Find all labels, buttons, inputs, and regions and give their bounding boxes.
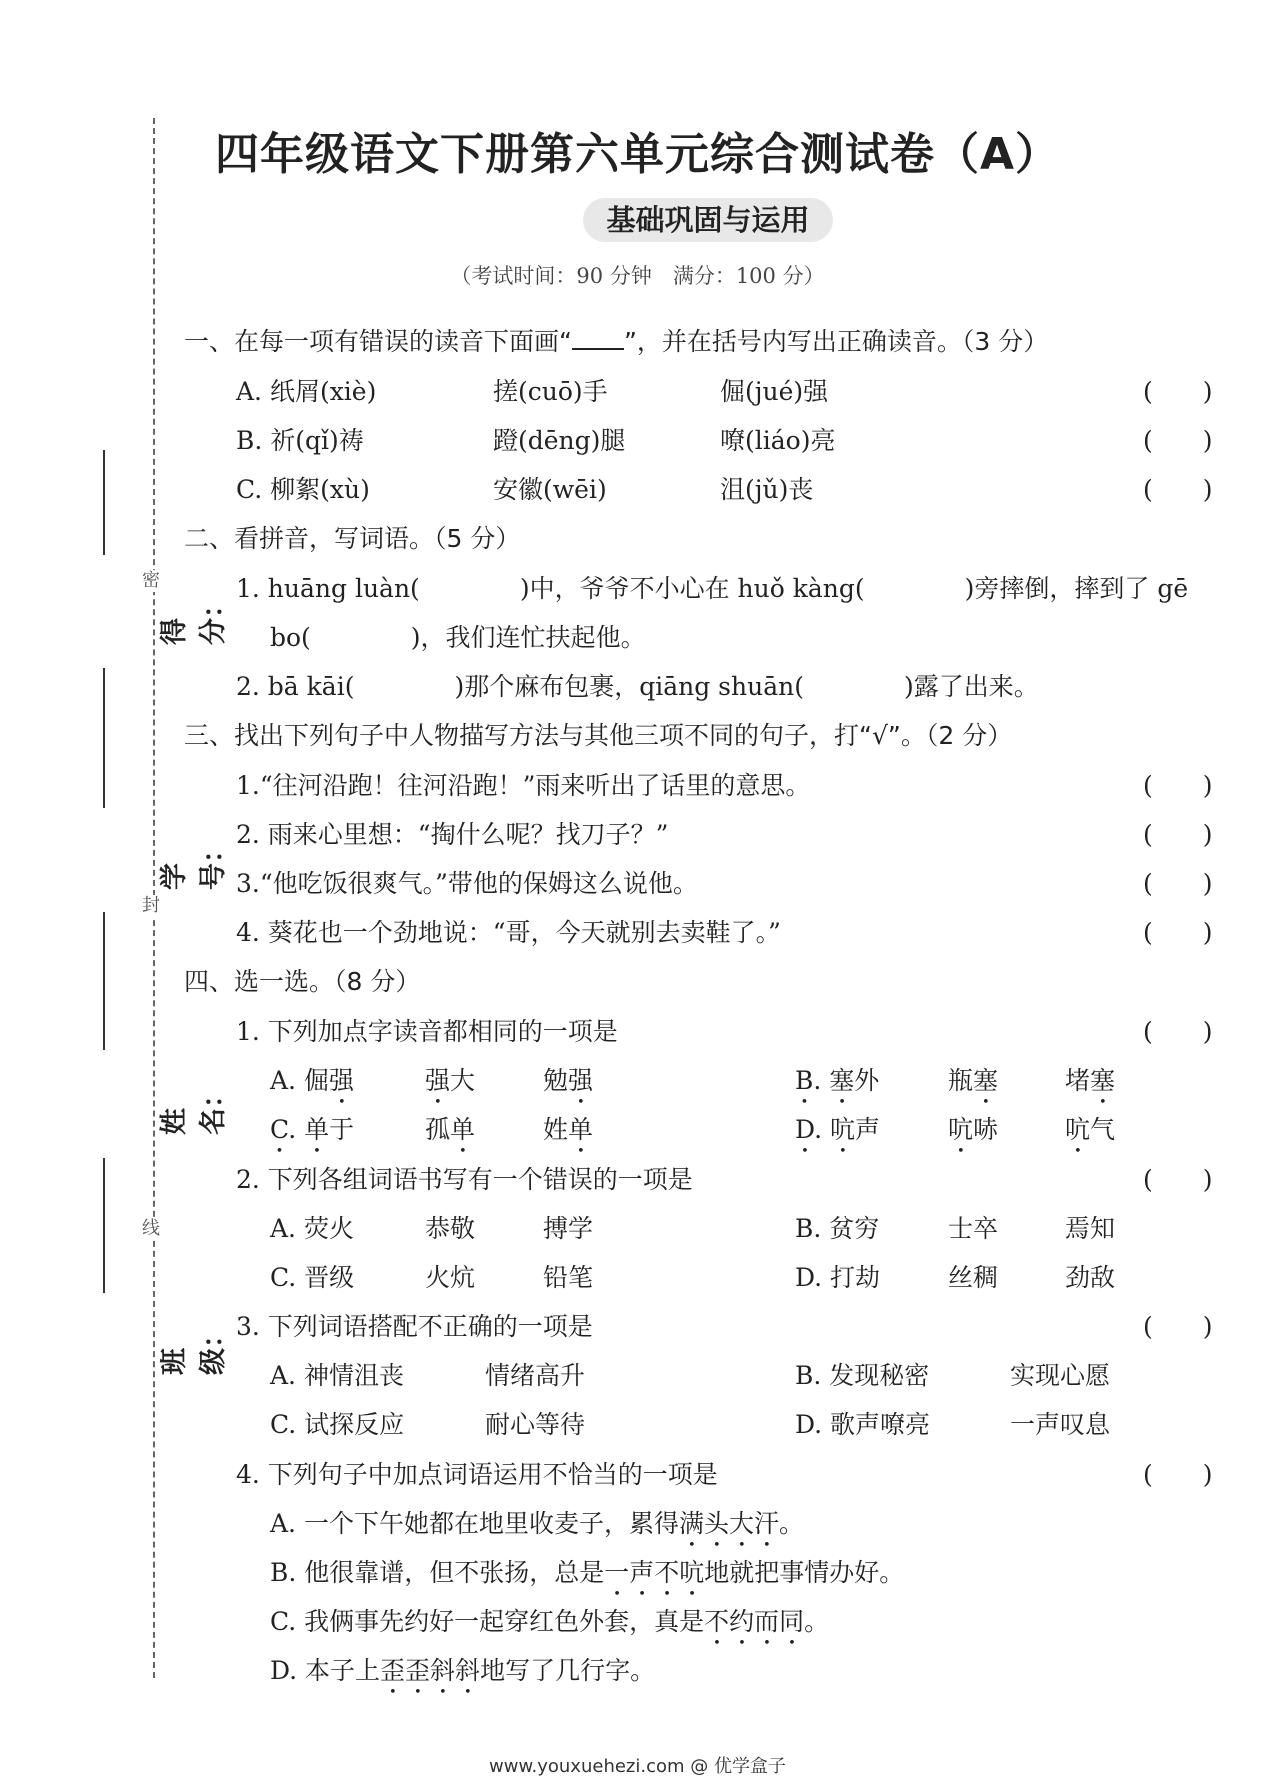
section-2-title: 二、看拼音，写词语。（5 分） xyxy=(184,524,521,553)
s4-q3-b2: 实现心愿 xyxy=(1010,1361,1111,1390)
s4-q1-c1: C. 单于 xyxy=(270,1115,355,1144)
s4-q2-a2: 恭敬 xyxy=(425,1214,476,1243)
s4-q3-a2: 情绪高升 xyxy=(485,1361,586,1390)
s4-q1-c3: 姓单 xyxy=(543,1115,594,1144)
s1-c-word2: 安徽(wēi) xyxy=(493,475,607,504)
s1-c-word3: 沮(jǔ)丧 xyxy=(720,475,814,504)
s3-item-3: 3.“他吃饭很爽气。”带他的保姆这么说他。 xyxy=(236,869,698,898)
footer-watermark: www.youxuehezi.com @ 优学盒子 xyxy=(489,1756,786,1777)
s4-q3-c2: 耐心等待 xyxy=(485,1410,586,1439)
s4-q2-a1: A. 荧火 xyxy=(270,1214,354,1243)
s4-q1-b2: 瓶塞 xyxy=(948,1066,999,1095)
section-badge: 基础巩固与运用 xyxy=(583,198,833,242)
underline-sample xyxy=(572,328,624,350)
s4-q1-d3: 吭气 xyxy=(1065,1115,1116,1144)
s4-q3-a1: A. 神情沮丧 xyxy=(270,1361,404,1390)
exam-info: （考试时间：90 分钟 满分：100 分） xyxy=(450,264,825,288)
s4-q3-b1: B. 发现秘密 xyxy=(795,1361,930,1390)
answer-paren[interactable]: ( ) xyxy=(1143,918,1213,947)
s1-b-word2: 蹬(dēng)腿 xyxy=(493,426,626,455)
s4-q4-a: A. 一个下午她都在地里收麦子，累得满头大汗。 xyxy=(270,1509,804,1538)
s4-q1-c2: 孤单 xyxy=(425,1115,476,1144)
s4-q1-d1: D. 吭声 xyxy=(795,1115,881,1144)
s4-q2-b3: 焉知 xyxy=(1065,1214,1116,1243)
s4-q3-stem: 3. 下列词语搭配不正确的一项是 xyxy=(236,1312,593,1341)
answer-paren[interactable]: ( ) xyxy=(1143,1460,1213,1489)
class-label: 班级： xyxy=(159,1321,229,1375)
answer-paren[interactable]: ( ) xyxy=(1143,475,1213,504)
s4-q2-d3: 劲敌 xyxy=(1065,1263,1116,1292)
s4-q2-stem: 2. 下列各组词语书写有一个错误的一项是 xyxy=(236,1165,693,1194)
answer-paren[interactable]: ( ) xyxy=(1143,1312,1213,1341)
s3-item-1: 1.“往河沿跑！往河沿跑！”雨来听出了话里的意思。 xyxy=(236,771,811,800)
s4-q4-c: C. 我俩事先约好一起穿红色外套，真是不约而同。 xyxy=(270,1607,830,1636)
s4-q4-stem: 4. 下列句子中加点词语运用不恰当的一项是 xyxy=(236,1460,718,1489)
s4-q2-c2: 火炕 xyxy=(425,1263,476,1292)
s1-a-word2: 搓(cuō)手 xyxy=(493,377,608,406)
section-1-title: 一、在每一项有错误的读音下面画“ ”，并在括号内写出正确读音。（3 分） xyxy=(184,327,1049,356)
section-3-title: 三、找出下列句子中人物描写方法与其他三项不同的句子，打“√”。（2 分） xyxy=(184,721,1013,750)
section-4-title: 四、选一选。（8 分） xyxy=(184,967,421,996)
s4-q2-c3: 铅笔 xyxy=(543,1263,594,1292)
answer-paren[interactable]: ( ) xyxy=(1143,377,1213,406)
s2-q1-line1[interactable]: 1. huāng luàn( )中，爷爷不小心在 huǒ kàng( )旁摔倒，摔到了 gē xyxy=(236,574,1189,603)
s3-item-2: 2. 雨来心里想：“掏什么呢？找刀子？” xyxy=(236,820,669,849)
cut-mark-line: 线 xyxy=(142,1218,160,1239)
s4-q1-a2: 强大 xyxy=(425,1066,476,1095)
name-label: 姓名： xyxy=(159,1081,229,1135)
s4-q2-b1: B. 贫穷 xyxy=(795,1214,880,1243)
s4-q2-c1: C. 晋级 xyxy=(270,1263,355,1292)
cut-mark-envelope: 封 xyxy=(142,895,160,916)
answer-paren[interactable]: ( ) xyxy=(1143,820,1213,849)
s1-b-word3: 嘹(liáo)亮 xyxy=(720,426,836,455)
s4-q3-c1: C. 试探反应 xyxy=(270,1410,405,1439)
s4-q1-b3: 堵塞 xyxy=(1065,1066,1116,1095)
answer-paren[interactable]: ( ) xyxy=(1143,1017,1213,1046)
s4-q2-b2: 士卒 xyxy=(948,1214,999,1243)
s3-item-4: 4. 葵花也一个劲地说：“哥，今天就别去卖鞋了。” xyxy=(236,918,781,947)
s4-q4-b: B. 他很靠谱，但不张扬，总是一声不吭地就把事情办好。 xyxy=(270,1558,905,1587)
s1-a-word1: A. 纸屑(xiè) xyxy=(236,377,377,406)
s4-q2-d2: 丝稠 xyxy=(948,1263,999,1292)
s2-q1-line2[interactable]: bo( )，我们连忙扶起他。 xyxy=(270,623,646,652)
answer-paren[interactable]: ( ) xyxy=(1143,869,1213,898)
answer-paren[interactable]: ( ) xyxy=(1143,771,1213,800)
student-id-label: 学号： xyxy=(159,836,229,890)
s2-q2[interactable]: 2. bā kāi( )那个麻布包裹，qiāng shuān( )露了出来。 xyxy=(236,672,1039,701)
s1-c-word1: C. 柳絮(xù) xyxy=(236,475,370,504)
s4-q2-d1: D. 打劫 xyxy=(795,1263,881,1292)
score-label: 得分： xyxy=(159,591,229,645)
s4-q1-stem: 1. 下列加点字读音都相同的一项是 xyxy=(236,1017,618,1046)
s4-q3-d2: 一声叹息 xyxy=(1010,1410,1111,1439)
cut-mark-seal: 密 xyxy=(142,570,160,591)
s4-q3-d1: D. 歌声嘹亮 xyxy=(795,1410,931,1439)
s4-q4-d: D. 本子上歪歪斜斜地写了几行字。 xyxy=(270,1656,656,1685)
answer-paren[interactable]: ( ) xyxy=(1143,1165,1213,1194)
s1-b-word1: B. 祈(qǐ)祷 xyxy=(236,426,364,455)
s4-q1-d2: 吭哧 xyxy=(948,1115,999,1144)
s4-q2-a3: 搏学 xyxy=(543,1214,594,1243)
s1-a-word3: 倔(jué)强 xyxy=(720,377,829,406)
s4-q1-a3: 勉强 xyxy=(543,1066,594,1095)
page-title: 四年级语文下册第六单元综合测试卷（A） xyxy=(214,129,1061,180)
answer-paren[interactable]: ( ) xyxy=(1143,426,1213,455)
s4-q1-a1: A. 倔强 xyxy=(270,1066,354,1095)
s4-q1-b1: B. 塞外 xyxy=(795,1066,880,1095)
